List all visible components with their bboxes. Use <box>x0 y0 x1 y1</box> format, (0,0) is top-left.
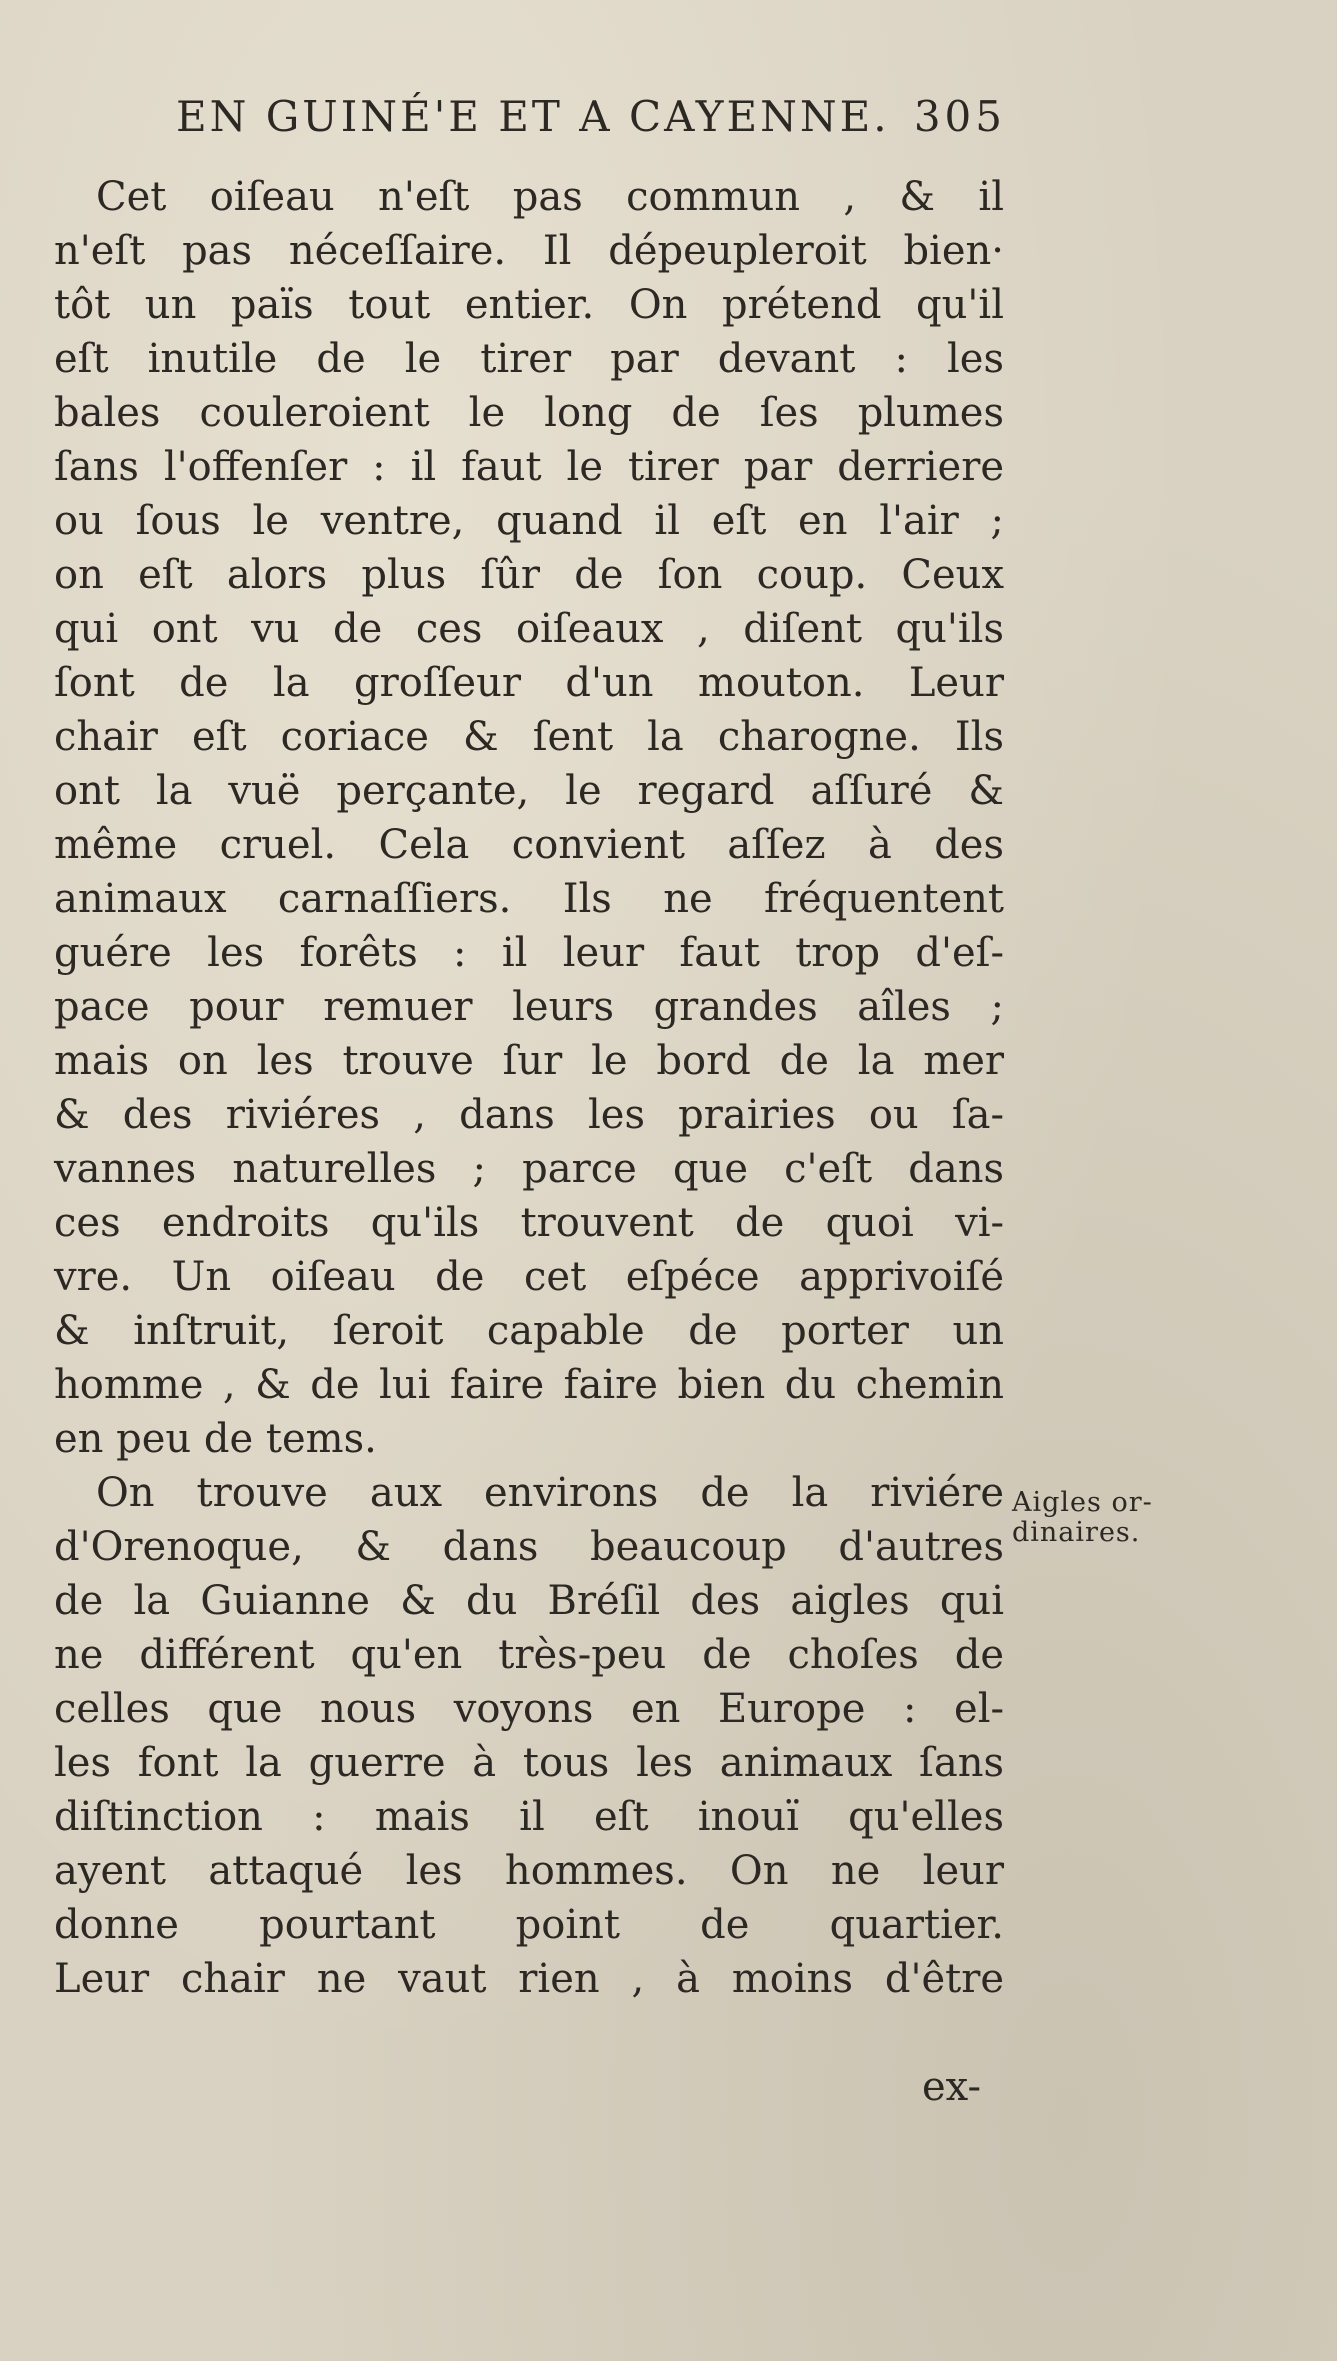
text-line: même cruel. Cela convient aſſez à des <box>54 822 1004 868</box>
margin-note <box>1012 1488 1212 1548</box>
text-line: ayent attaqué les hommes. On ne leur <box>54 1848 1004 1894</box>
catchword: ex- <box>922 2064 982 2110</box>
text-line: pace pour remuer leurs grandes aîles ; <box>54 984 1004 1030</box>
margin-note-line: dinaires. <box>1012 1517 1141 1548</box>
text-line: animaux carnaſſiers. Ils ne fréquentent <box>54 876 1004 922</box>
text-line: diſtinction : mais il eſt inouï qu'elles <box>54 1794 1004 1840</box>
text-line: Leur chair ne vaut rien , à moins d'être <box>54 1956 1004 2002</box>
text-line: de la Guianne & du Bréſil des aigles qui <box>54 1578 1004 1624</box>
text-line: celles que nous voyons en Europe : el- <box>54 1686 1004 1732</box>
text-line: ont la vuë perçante, le regard aſſuré & <box>54 768 1004 814</box>
text-line: d'Orenoque, & dans beaucoup d'autres <box>54 1524 1004 1570</box>
text-line: bales couleroient le long de ſes plumes <box>54 390 1004 436</box>
text-line: qui ont vu de ces oiſeaux , diſent qu'ils <box>54 606 1004 652</box>
body-text <box>54 170 1004 2006</box>
text-line: mais on les trouve ſur le bord de la mer <box>54 1038 1004 1084</box>
header-title: EN GUINÉ'E ET A CAYENNE. <box>176 92 890 141</box>
text-line: chair eſt coriace & ſent la charogne. Ils <box>54 714 1004 760</box>
text-line: ou ſous le ventre, quand il eſt en l'air ; <box>54 498 1004 544</box>
text-line: les font la guerre à tous les animaux ſans <box>54 1740 1004 1786</box>
text-line: ne différent qu'en très-peu de choſes de <box>54 1632 1004 1678</box>
text-line: homme , & de lui faire faire bien du chemin <box>54 1362 1004 1408</box>
text-line: eſt inutile de le tirer par devant : les <box>54 336 1004 382</box>
text-line: Cet oiſeau n'eſt pas commun , & il <box>96 174 1004 220</box>
text-line: tôt un païs tout entier. On prétend qu'il <box>54 282 1004 328</box>
text-line: & inſtruit, ſeroit capable de porter un <box>54 1308 1004 1354</box>
text-line: On trouve aux environs de la riviére <box>96 1470 1004 1516</box>
running-header <box>176 92 1006 152</box>
text-line: & des riviéres , dans les prairies ou ſa- <box>54 1092 1004 1138</box>
text-line: guére les forêts : il leur faut trop d'eſ- <box>54 930 1004 976</box>
page-number: 305 <box>913 92 1006 141</box>
text-line: vannes naturelles ; parce que c'eſt dans <box>54 1146 1004 1192</box>
text-line: en peu de tems. <box>54 1416 377 1462</box>
text-line: on eſt alors plus ſûr de ſon coup. Ceux <box>54 552 1004 598</box>
text-line: ſont de la groſſeur d'un mouton. Leur <box>54 660 1004 706</box>
text-line: donne pourtant point de quartier. <box>54 1902 1004 1948</box>
text-line: vre. Un oiſeau de cet eſpéce apprivoiſé <box>54 1254 1004 1300</box>
margin-note-line: Aigles or- <box>1012 1487 1153 1518</box>
text-line: ſans l'offenſer : il faut le tirer par derriere <box>54 444 1004 490</box>
text-line: n'eſt pas néceſſaire. Il dépeupleroit bien· <box>54 228 1004 274</box>
text-line: ces endroits qu'ils trouvent de quoi vi- <box>54 1200 1004 1246</box>
